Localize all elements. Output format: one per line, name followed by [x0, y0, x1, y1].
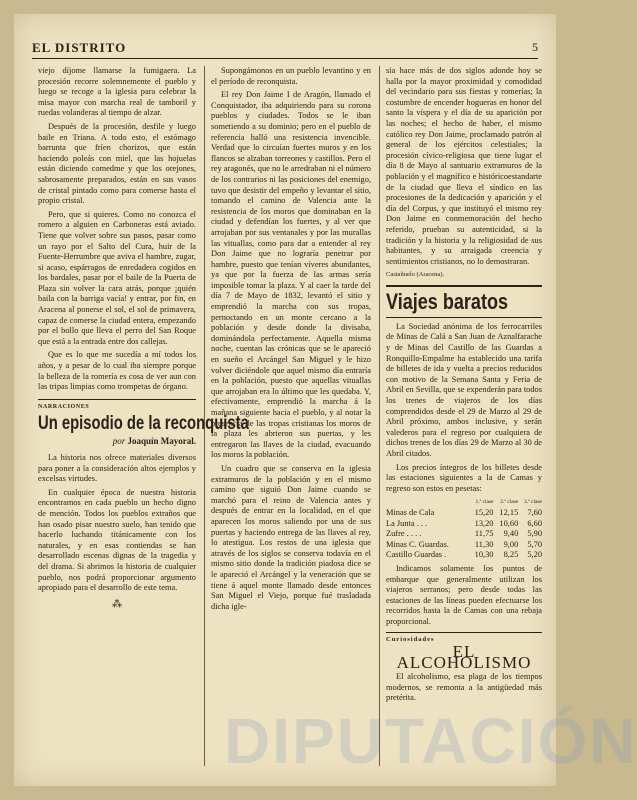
- paragraph: En cualquier época de nuestra historia encontramos en cada pueblo un hecho digno de mención. Todos los pueblos extraños que han osado pisar nuestro suelo, han tenido que hacerlo luchando titánicamente con los naturales, y en esas contiendas se han desarrollado escenas dignas de la tragedia y del drama. Si abrimos la historia de cualquier pueblo, nos podrá proporcionar argumento apropiado para el desarrollo de este tema.: [38, 487, 196, 593]
- fare-value: 10,30: [474, 550, 494, 560]
- table-header: [386, 497, 469, 508]
- fare-value: 11,75: [474, 529, 494, 539]
- alcoholismo-headline: EL ALCOHOLISMO: [396, 642, 532, 672]
- table-header: 2.ª clase: [500, 499, 519, 506]
- paragraph: Los precios íntegros de los billetes desde las estaciones siguientes a la de Camas y regreso son estos en pesetas:: [386, 462, 542, 493]
- table-row: [386, 508, 542, 519]
- table-row: [386, 519, 542, 530]
- paragraph: Pero, que si quieres. Como no conozca el romero a alguien en Carboneras está aviado. Tiene que volver sobre sus pasos, pasar como un rayo por el Salto del Cura, huir de la Fuente-Herrumbre que aviva el hambre, zugar, si acaso, espárragos de enredadera cogidos en los bardales, pasar por el baile de la Puerta de Plaza sin volver la cara atrás, porque ¡quién baila con la barriga vacía! y entrar, por fin, en Aracena al ponerse el sol, el sol de primavera, capaz de comerse la ciudad entera, empezando por el bollo que lleva el perro del San Roque que está a la entrada entre dos callejas.: [38, 209, 196, 346]
- table-row: [386, 550, 542, 561]
- column-3: [386, 66, 542, 781]
- station-name: La Junta . . .: [386, 518, 428, 528]
- viajes-header-box: [386, 285, 542, 318]
- table-header: 3.ª clase: [523, 499, 542, 506]
- page-number: 5: [532, 40, 538, 54]
- fare-value: 9,40: [503, 529, 519, 539]
- article-signature: Castañuelo (Aracena).: [386, 271, 445, 279]
- fare-value: 6,60: [527, 518, 542, 528]
- newspaper-page: [14, 14, 637, 786]
- fare-value: 5,90: [527, 529, 542, 539]
- fare-value: 12,15: [499, 507, 519, 517]
- ornament-icon: ⁂: [112, 598, 122, 610]
- fare-value: 5,20: [527, 550, 542, 560]
- station-name: Minas de Cala: [386, 507, 435, 517]
- paragraph: Un cuadro que se conserva en la iglesia extramuros de la población y en el mismo camino que siguió Don Jaime cuando se marchó para el reino de Valencia antes y después de entrar en la localidad, en el que aparecen los moros saliendo por una de sus puertas y haciendo entrega de las llaves al rey, lo atestigua. Los restos de una iglesia que através de los siglos se conserva todavía en el mismo sitio donde la tradición piadosa dice se le apareció el Arcángel y la veneración que se tiene á aquel monte llamado desde entonces San Miguel el Viejo, porque fué trasladada dicha igle-: [211, 463, 371, 611]
- table-header: 1.ª clase: [475, 499, 494, 506]
- watermark-logo: DIPUTACIÓN: [224, 705, 637, 777]
- byline-prefix: por: [112, 436, 126, 447]
- byline: [38, 436, 196, 447]
- station-name: Castillo Guardas .: [386, 550, 447, 560]
- byline-author: Joaquín Mayoral.: [127, 436, 196, 447]
- fare-value: 10,60: [499, 518, 519, 528]
- viajes-headline: Viajes baratos: [386, 288, 509, 314]
- table-header-row: [386, 497, 542, 508]
- masthead: EL DISTRITO: [32, 40, 127, 55]
- section-kicker: NARRACIONES: [38, 403, 90, 410]
- fare-value: 8,25: [503, 550, 519, 560]
- page-header: [32, 40, 538, 59]
- article-headline: Un episodio de la reconquista: [38, 413, 249, 435]
- table-row: [386, 540, 542, 551]
- paragraph: Indicamos solamente los puntos de embarque que generalmente utilizan los viajeros serranos; pero desde todas las estaciones de las líneas pueden efectuarse los recorridos hasta la de Camas con una rebaja proporcional.: [386, 563, 542, 626]
- fare-value: 9,00: [503, 539, 519, 549]
- fare-value: 13,20: [474, 518, 494, 528]
- paragraph: Supongámonos en un pueblo levantino y en el período de reconquista.: [211, 66, 371, 86]
- paragraph: viejo díjome llamarse la fumigaera. La procesión recorre solemnemente el pueblo y luego se recoge a la iglesia para celebrar la misa mayor con marcha real de tamboril y ruedas volanderas al tiempo de alzar.: [38, 66, 196, 118]
- paragraph: La historia nos ofrece materiales diversos para poner a la consideración altos ejemplos y excelsas virtudes.: [38, 453, 196, 484]
- paragraph: El alcoholismo, esa plaga de los tiempos modernos, se remonta a la antigüedad más pretérita.: [386, 672, 542, 703]
- column-separator: [379, 66, 380, 766]
- fare-value: 5,70: [527, 539, 542, 549]
- station-name: Minas C. Guardas.: [386, 539, 449, 549]
- fare-value: 15,20: [474, 507, 494, 517]
- table-row: [386, 529, 542, 540]
- station-name: Zufre . . . .: [386, 529, 422, 539]
- paragraph: El rey Don Jaime I de Aragón, llamado el Conquistador, iba adquiriendo para su corona pueblos y ciudades. Todos se le iban sometiendo a su dominio; pero en el pueblo de referencia halló una resistencia invencible. Verdad que lo circuían fuertes muros y en los flancos se alzaban torreones y castillos. Pero el rey aragonés, que no le arredraban ni el número de los contrarios ni las posiciones del enemigo, tuvo que desistir del empeño y levantar el sitio, tomando el camino de Valencia ante la resistencia de los moros que dominaban en la ciudad y defendían los fuertes, y al ver que arrojaban por sus ventanales y por las murallas las vituallas, como para dar a entender al rey Don Jaime que no lograría penetrar por hambre, puesto que tenían víveres abundantes, ya que por la fuerza de las armas sería imposible tomar la plaza. Y al caer la tarde del día 7 de Mayo de 1832, levantó el sitio y emprendió la marcha con sus tropas, pernoctando en un monte cercano a la población y desde donde la divisaba, dominándola perfectamente. Aquella misma noche, cuentan las crónicas que se le apareció en sueño el Arcángel San Miguel y le hizo volver diciéndole que aquel mismo día entraría en la población, puesto que aquellas vituallas que arrojaban era lo último que les quedaba. Y, efectivamente, emprendió la marcha á la mañana siguiente hacia el pueblo, y al notar la presencia de las tropas cristianas los moros de la plaza les abrieron sus puertas, y les entregaron las llaves de la ciudad, evacuando los moros la población.: [211, 90, 371, 460]
- section-rule: [38, 399, 196, 400]
- column-2: [211, 66, 371, 781]
- paragraph: Que es lo que me sucedía a mí todos los años, y a pesar de lo cual iba siempre porque la belleza de la romería es cosa de ver aun con las tripas limpias como trompetas de órgano.: [38, 350, 196, 392]
- paragraph: La Sociedad anónima de los ferrocarriles de Minas de Calá a San Juan de Aznalfarache y de Minas del Castillo de las Guardas a Ronquillo-Empalme ha establecido una tarifa de billetes de ida y vuelta a precios reducidos con motivo de la Semana Santa y Feria de Abril en Sevilla, que se expenderán para todos los trenes de viajeros de los días comprendidos desde el 29 de Marzo al 29 de Abril próximo, ambos inclusive, y serán valederos para el regreso por cualquiera de dichos trenes de los días 29 de Marzo al 30 de Abril citados.: [386, 321, 542, 458]
- curiosidades-kicker: Curiosidades: [386, 632, 542, 646]
- paragraph: sia hace más de dos siglos adonde hoy se halla por la mayor proximidad y comodidad del vecindario para sus fiestas y romerías; la costumbre de encender hogueras en honor del santo la víspera y el día de su aparición por las noches; el hecho de haber, el mismo católico rey Don Jaime, proclamado patrón al general de los ejércitos celestiales; la procesión cívico-religiosa que tiene lugar el día 8 de Mayo al santuario extramuros de la población y el magnífico e históricoestandarte de la ciudad que lleva el síndico en las procesiones de la dedicación y aparición y el día del Corpus, y que instituyó el mismo rey Don Jaime en conmemoración del hecho referido, prueban su autenticidad, si la tradición y la historia y la religiosidad de sus habitantes, y su arraigada creencia y sentimientos cristianos, no lo demostraran.: [386, 66, 542, 266]
- column-1: [38, 66, 249, 781]
- fares-table: [386, 497, 542, 561]
- fare-value: 11,30: [474, 539, 494, 549]
- fare-value: 7,60: [527, 507, 542, 517]
- paragraph: Después de la procesión, desfile y luego baile en Triana. A todo esto, el estómago barrunta que fríen chorizos, que están haciendo poleás con miel, que las hojuelas están diciendo comedme y que los orejones, sabrosamente preparados, están en sus vasos de cristal pintado como para comerse hasta el propio cristal.: [38, 121, 196, 206]
